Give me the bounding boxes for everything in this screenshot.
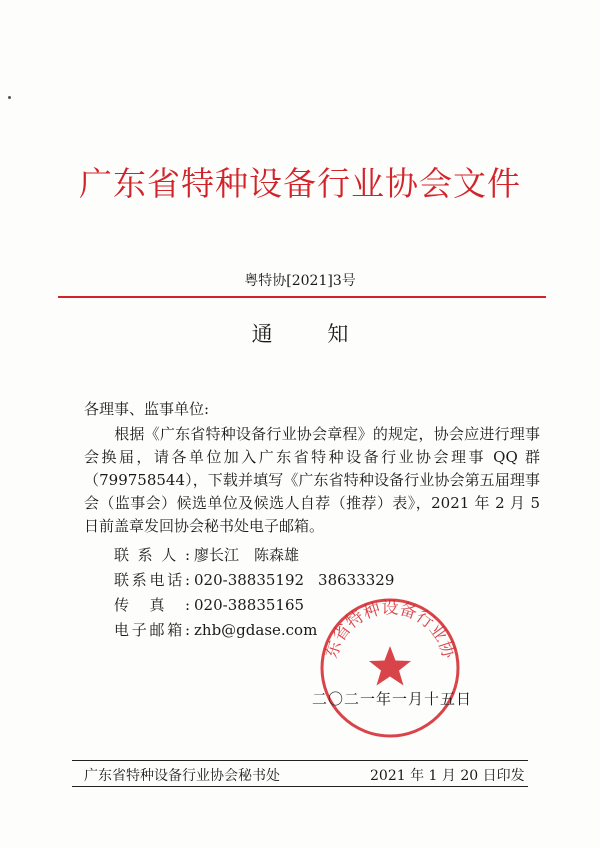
contact-person-label: 联系人: bbox=[114, 546, 190, 564]
footer-print-date: 2021 年 1 月 20 日印发 bbox=[370, 768, 525, 784]
addressee: 各理事、监事单位: bbox=[84, 400, 210, 418]
seal-text: 东省特种设备行业协 bbox=[321, 598, 459, 661]
scan-speck bbox=[8, 96, 11, 99]
notice-title: 通 知 bbox=[251, 322, 373, 346]
email-label: 电子邮箱: bbox=[114, 621, 190, 639]
fax-value: 020-38835165 bbox=[194, 596, 305, 614]
contact-person-row bbox=[114, 543, 394, 568]
masthead-title: 广东省特种设备行业协会文件 bbox=[79, 164, 521, 203]
notice-body bbox=[84, 423, 540, 538]
email-value[interactable]: zhb@gdase.com bbox=[194, 621, 318, 639]
phone-value-2: 38633329 bbox=[318, 571, 395, 589]
issue-date: 二〇二一年一月十五日 bbox=[312, 690, 473, 708]
notice-body-text: 根据《广东省特种设备行业协会章程》的规定，协会应进行理事会换届，请各单位加入广东省特种设备行业协会理事 QQ 群（799758544），下载并填写《广东省特种设备行业协会第五届理事会（监事会）候选单位及候选人自荐（推荐）表》，2021 年 2 月 5 日前盖章发回协会秘书处电子邮箱。 bbox=[84, 425, 540, 535]
seal-star-icon bbox=[369, 646, 411, 686]
footer-issuer: 广东省特种设备行业协会秘书处 bbox=[84, 768, 280, 784]
phone-row bbox=[114, 568, 394, 593]
red-divider bbox=[58, 296, 546, 298]
fax-label: 传真: bbox=[114, 596, 190, 614]
phone-value-1: 020-38835192 bbox=[194, 571, 305, 589]
contact-person-value: 廖长江 陈森雄 bbox=[194, 546, 300, 564]
official-seal-icon bbox=[316, 594, 464, 742]
footer-rule-bottom bbox=[72, 786, 528, 787]
phone-label: 联系电话: bbox=[114, 571, 190, 589]
footer-rule-top bbox=[72, 760, 528, 761]
document-number: 粤特协[2021]3号 bbox=[244, 273, 356, 289]
